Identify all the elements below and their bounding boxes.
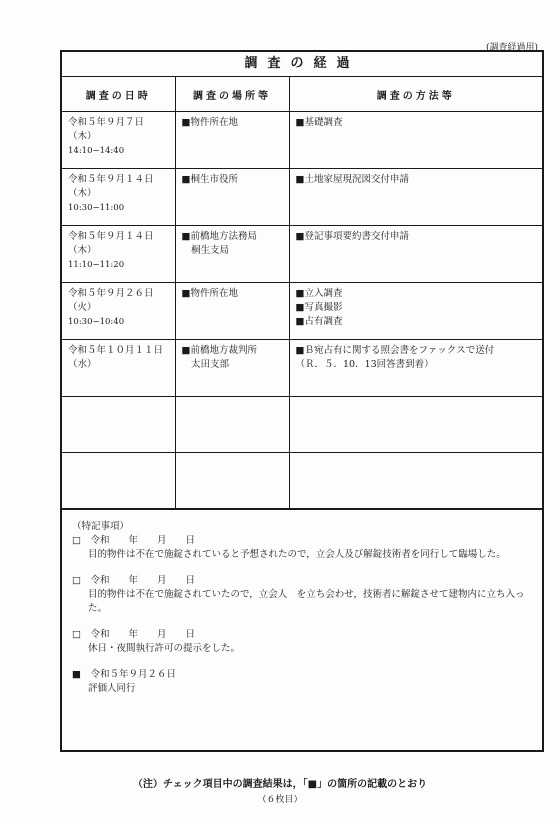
method-cell bbox=[289, 397, 542, 453]
place-line: ■前橋地方法務局 bbox=[181, 231, 257, 242]
note-text-line: 目的物件は不在で施錠されていると予想されたので，立会人及び解錠技術者を同行して臨場した。 bbox=[88, 548, 506, 560]
note-text-line: 目的物件は不在で施錠されていたので，立会人 を立ち会わせ，技術者に解錠させて建物内に立ち入った。 bbox=[88, 588, 525, 614]
weekday-text: （木） bbox=[68, 245, 97, 256]
place-cell bbox=[175, 169, 289, 226]
method-line: ■立入調査 bbox=[295, 288, 343, 299]
footer-note: （注）チェック項目中の調査結果は，「■」の箇所の記載のとおり bbox=[132, 779, 428, 790]
method-line: ■占有調査 bbox=[295, 316, 343, 327]
method-line: ■基礎調査 bbox=[295, 117, 343, 128]
method-cell bbox=[289, 112, 542, 169]
special-notes bbox=[62, 510, 542, 696]
note-text-line: 評価人同行 bbox=[88, 682, 136, 694]
date-cell bbox=[62, 453, 175, 509]
time-text: 14:10−14:40 bbox=[68, 146, 125, 156]
table-row bbox=[62, 397, 542, 453]
table-row bbox=[62, 226, 542, 283]
table-row bbox=[62, 283, 542, 340]
method-cell bbox=[289, 283, 542, 340]
note-date-line: □ 令和 年 月 日 bbox=[72, 628, 195, 640]
place-cell bbox=[175, 112, 289, 169]
method-line: ■土地家屋現況図交付申請 bbox=[295, 174, 409, 185]
special-note-item bbox=[72, 668, 536, 696]
date-text: 令和５年１０月１１日 bbox=[68, 345, 164, 356]
place-line: ■物件所在地 bbox=[181, 117, 238, 128]
date-cell bbox=[62, 169, 175, 226]
method-cell bbox=[289, 453, 542, 509]
note-date-line: □ 令和 年 月 日 bbox=[72, 574, 195, 586]
place-line: ■前橋地方裁判所 bbox=[181, 345, 257, 356]
header-date: 調査の日時 bbox=[62, 77, 175, 112]
date-text: 令和５年９月２６日 bbox=[68, 288, 154, 299]
form-title: 調査の経過 bbox=[62, 52, 542, 77]
method-line: ■登記事項要約書交付申請 bbox=[295, 231, 409, 242]
place-cell bbox=[175, 397, 289, 453]
table-row bbox=[62, 340, 542, 397]
note-text-line: 休日・夜間執行許可の提示をした。 bbox=[88, 642, 241, 654]
form-category-label: (調査経過用) bbox=[485, 43, 538, 53]
time-text: 10:30−11:00 bbox=[68, 203, 125, 213]
header-place: 調査の場所等 bbox=[175, 77, 289, 112]
place-line: ■桐生市役所 bbox=[181, 174, 238, 185]
header-method: 調査の方法等 bbox=[289, 77, 542, 112]
special-note-item bbox=[72, 534, 536, 562]
investigation-table bbox=[62, 77, 542, 510]
place-cell bbox=[175, 226, 289, 283]
weekday-text: （水） bbox=[68, 359, 97, 370]
method-cell bbox=[289, 340, 542, 397]
date-cell bbox=[62, 340, 175, 397]
special-note-item bbox=[72, 574, 536, 616]
time-text: 11:10−11:20 bbox=[68, 260, 125, 270]
weekday-text: （木） bbox=[68, 131, 97, 142]
method-line: ■写真撮影 bbox=[295, 302, 343, 313]
place-cell bbox=[175, 453, 289, 509]
special-notes-heading: （特記事項） bbox=[72, 520, 130, 532]
place-cell bbox=[175, 340, 289, 397]
investigation-form bbox=[60, 50, 544, 752]
date-cell bbox=[62, 397, 175, 453]
date-text: 令和５年９月１４日 bbox=[68, 231, 154, 242]
date-text: 令和５年９月７日 bbox=[68, 117, 145, 128]
method-cell bbox=[289, 226, 542, 283]
method-line: （Ｒ．５．10．13回答書到着） bbox=[295, 359, 434, 370]
place-cell bbox=[175, 283, 289, 340]
weekday-text: （木） bbox=[68, 188, 97, 199]
date-cell bbox=[62, 283, 175, 340]
table-row bbox=[62, 169, 542, 226]
method-cell bbox=[289, 169, 542, 226]
note-date-line: ■ 令和５年９月２６日 bbox=[72, 668, 176, 680]
place-line: 太田支部 bbox=[181, 359, 230, 370]
time-text: 10:30−10:40 bbox=[68, 317, 125, 327]
special-note-item bbox=[72, 628, 536, 656]
place-line: 桐生支局 bbox=[181, 245, 230, 256]
table-row bbox=[62, 453, 542, 509]
date-text: 令和５年９月１４日 bbox=[68, 174, 154, 185]
date-cell bbox=[62, 226, 175, 283]
page-number: （６枚目） bbox=[257, 795, 303, 805]
table-row bbox=[62, 112, 542, 169]
date-cell bbox=[62, 112, 175, 169]
weekday-text: （火） bbox=[68, 302, 97, 313]
method-line: ■Ｂ宛占有に関する照会書をファックスで送付 bbox=[295, 345, 495, 356]
note-date-line: □ 令和 年 月 日 bbox=[72, 534, 195, 546]
place-line: ■物件所在地 bbox=[181, 288, 238, 299]
